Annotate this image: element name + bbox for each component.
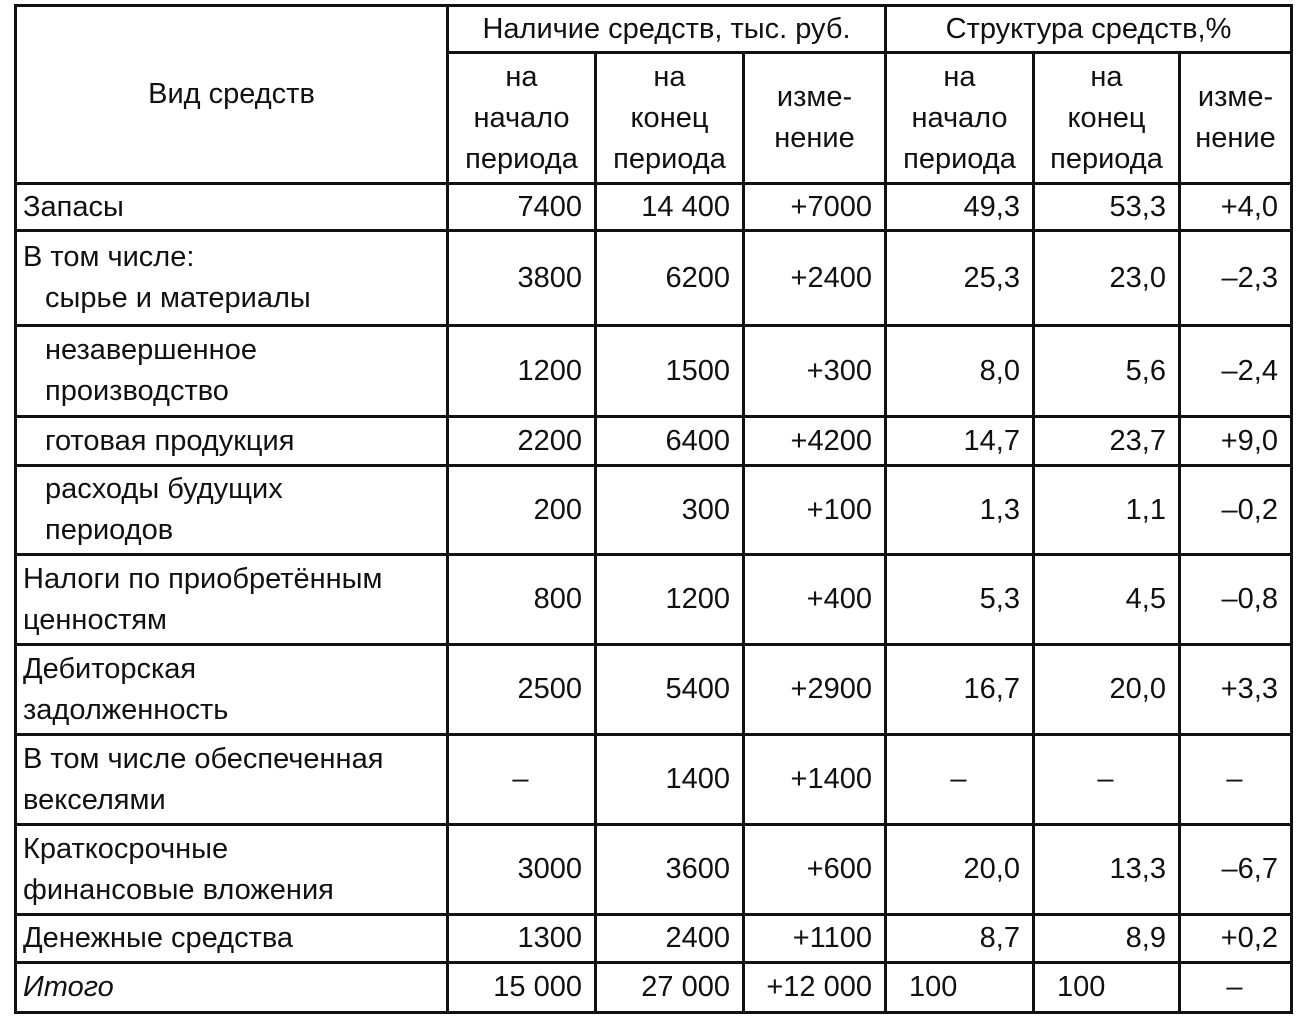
header-availability-start: на начало периода: [448, 53, 596, 184]
table-row: [16, 326, 1292, 417]
cell-struct-change: –: [1180, 963, 1292, 1013]
cell-struct-start: 16,7: [886, 645, 1034, 735]
cell-avail-end: 1500: [596, 326, 744, 417]
header-structure-change: изме- нение: [1180, 53, 1292, 184]
row-label: Денежные средства: [16, 915, 448, 963]
cell-avail-change: +2900: [744, 645, 886, 735]
cell-struct-start: 1,3: [886, 466, 1034, 555]
header-structure-end: на конец периода: [1034, 53, 1180, 184]
cell-avail-end: 27 000: [596, 963, 744, 1013]
cell-struct-start: 5,3: [886, 555, 1034, 645]
cell-struct-change: +4,0: [1180, 184, 1292, 231]
cell-struct-end: 23,7: [1034, 417, 1180, 466]
table-row: [16, 735, 1292, 825]
table-row-total: [16, 963, 1292, 1013]
table-row: [16, 466, 1292, 555]
row-label: Итого: [16, 963, 448, 1013]
cell-avail-change: +100: [744, 466, 886, 555]
cell-avail-end: 1400: [596, 735, 744, 825]
cell-avail-start: 800: [448, 555, 596, 645]
cell-avail-start: 3000: [448, 825, 596, 915]
cell-struct-end: 4,5: [1034, 555, 1180, 645]
cell-struct-start: 20,0: [886, 825, 1034, 915]
cell-struct-end: 53,3: [1034, 184, 1180, 231]
cell-struct-end: 13,3: [1034, 825, 1180, 915]
cell-avail-change: +1400: [744, 735, 886, 825]
cell-struct-change: +0,2: [1180, 915, 1292, 963]
table-row: [16, 231, 1292, 326]
cell-struct-change: –0,2: [1180, 466, 1292, 555]
cell-avail-change: +400: [744, 555, 886, 645]
table-row: [16, 184, 1292, 231]
header-availability-end: на конец периода: [596, 53, 744, 184]
cell-avail-change: +600: [744, 825, 886, 915]
cell-avail-change: +300: [744, 326, 886, 417]
table-body: [16, 184, 1292, 1013]
cell-avail-start: 3800: [448, 231, 596, 326]
cell-struct-end: –: [1034, 735, 1180, 825]
cell-struct-end: 1,1: [1034, 466, 1180, 555]
row-label: Краткосрочные финансовые вложения: [16, 825, 448, 915]
cell-struct-start: 100: [886, 963, 1034, 1013]
cell-struct-change: –2,3: [1180, 231, 1292, 326]
cell-avail-change: +12 000: [744, 963, 886, 1013]
cell-avail-end: 300: [596, 466, 744, 555]
cell-avail-start: 2500: [448, 645, 596, 735]
cell-struct-end: 23,0: [1034, 231, 1180, 326]
cell-avail-end: 1200: [596, 555, 744, 645]
cell-avail-end: 14 400: [596, 184, 744, 231]
cell-struct-start: 8,7: [886, 915, 1034, 963]
cell-struct-change: –: [1180, 735, 1292, 825]
cell-struct-end: 8,9: [1034, 915, 1180, 963]
cell-struct-end: 20,0: [1034, 645, 1180, 735]
cell-avail-start: 1200: [448, 326, 596, 417]
table-row: [16, 825, 1292, 915]
cell-struct-start: 25,3: [886, 231, 1034, 326]
cell-struct-change: +9,0: [1180, 417, 1292, 466]
table-header: [16, 6, 1292, 184]
cell-avail-start: 2200: [448, 417, 596, 466]
cell-struct-end: 100: [1034, 963, 1180, 1013]
row-label: В том числе обеспеченная векселями: [16, 735, 448, 825]
cell-struct-change: –2,4: [1180, 326, 1292, 417]
header-availability-change: изме- нение: [744, 53, 886, 184]
row-label: Запасы: [16, 184, 448, 231]
cell-avail-start: 15 000: [448, 963, 596, 1013]
header-availability-group: Наличие средств, тыс. руб.: [448, 6, 886, 53]
table-row: [16, 555, 1292, 645]
cell-avail-start: 1300: [448, 915, 596, 963]
row-label: готовая продукция: [16, 417, 448, 466]
cell-struct-end: 5,6: [1034, 326, 1180, 417]
row-label: незавершенное производство: [16, 326, 448, 417]
cell-avail-start: 7400: [448, 184, 596, 231]
cell-struct-change: –0,8: [1180, 555, 1292, 645]
cell-avail-end: 3600: [596, 825, 744, 915]
cell-avail-start: 200: [448, 466, 596, 555]
cell-avail-end: 6200: [596, 231, 744, 326]
cell-struct-change: +3,3: [1180, 645, 1292, 735]
cell-avail-change: +7000: [744, 184, 886, 231]
cell-avail-start: –: [448, 735, 596, 825]
table-row: [16, 915, 1292, 963]
cell-avail-change: +1100: [744, 915, 886, 963]
table-row: [16, 417, 1292, 466]
cell-avail-end: 6400: [596, 417, 744, 466]
cell-struct-start: 8,0: [886, 326, 1034, 417]
header-structure-start: на начало периода: [886, 53, 1034, 184]
funds-structure-table: [14, 4, 1293, 1014]
cell-struct-start: 49,3: [886, 184, 1034, 231]
cell-avail-change: +2400: [744, 231, 886, 326]
cell-struct-start: 14,7: [886, 417, 1034, 466]
table-row: [16, 645, 1292, 735]
cell-struct-start: –: [886, 735, 1034, 825]
cell-avail-end: 5400: [596, 645, 744, 735]
cell-avail-end: 2400: [596, 915, 744, 963]
header-structure-group: Структура средств,%: [886, 6, 1292, 53]
row-label: расходы будущих периодов: [16, 466, 448, 555]
cell-struct-change: –6,7: [1180, 825, 1292, 915]
row-label: В том числе: сырье и материалы: [16, 231, 448, 326]
row-label: Дебиторская задолженность: [16, 645, 448, 735]
row-label: Налоги по приобретённым ценностям: [16, 555, 448, 645]
cell-avail-change: +4200: [744, 417, 886, 466]
header-type-of-funds: Вид средств: [16, 6, 448, 184]
